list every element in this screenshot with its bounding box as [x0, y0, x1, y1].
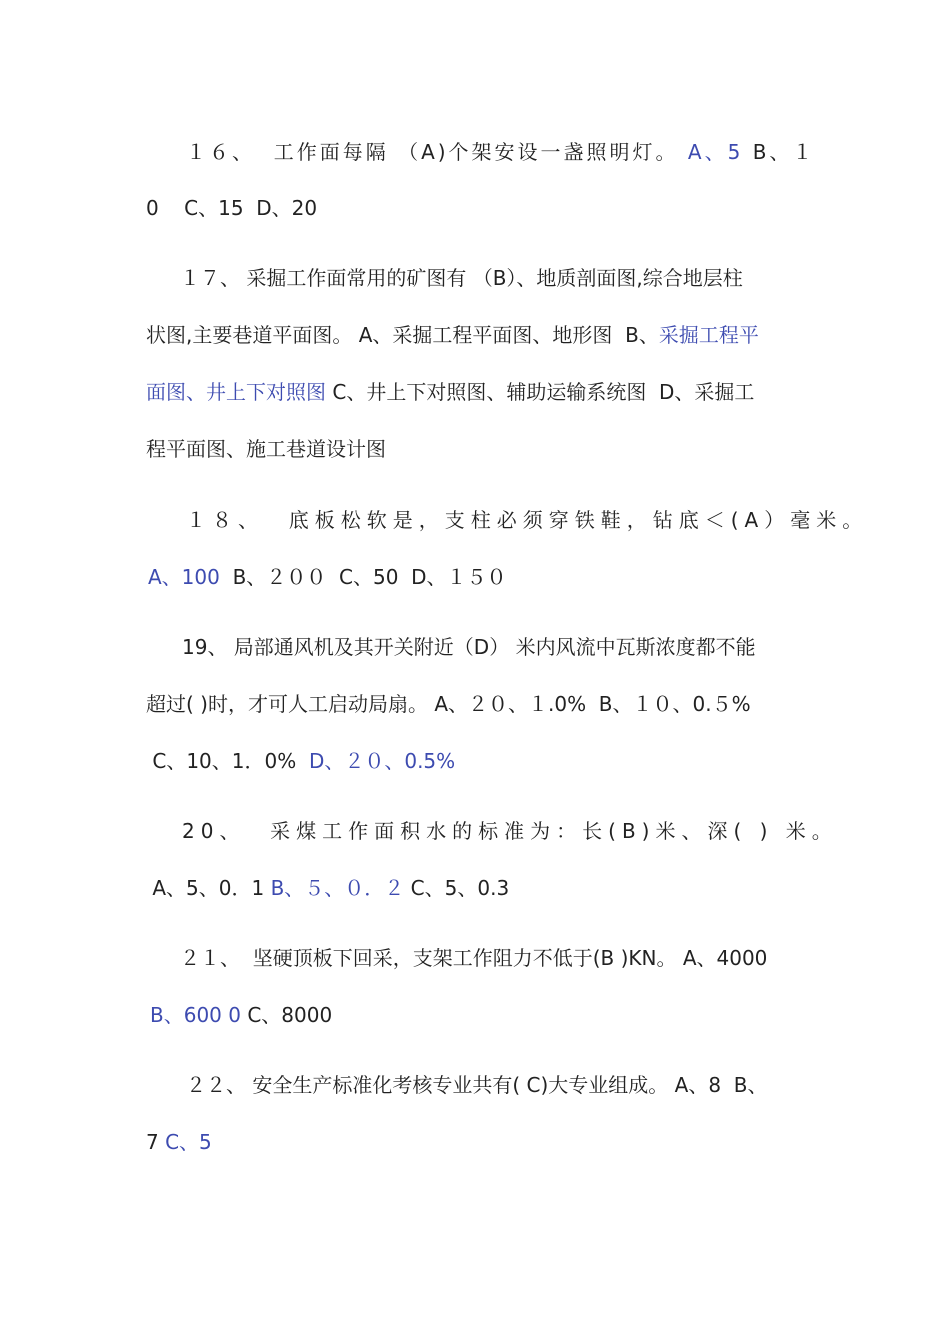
q19-text: 19、 局部通风机及其开关附近（D） 米内风流中瓦斯浓度都不能	[182, 635, 756, 659]
q17-line-2	[146, 323, 759, 347]
q16-text: B、１	[752, 140, 816, 164]
q21-text: ２１、 坚硬顶板下回采，支架工作阻力不低于(B )KN。 A、4000	[180, 946, 768, 970]
q19-line-1	[182, 635, 756, 659]
q19-line-2	[146, 692, 751, 716]
q20-answer: B、５、０．２	[270, 876, 405, 900]
q19-text: 超过( )时，才可人工启动局扇。 A、２０、１.0% B、１０、0.５%	[146, 692, 751, 716]
q17-text: 程平面图、施工巷道设计图	[146, 437, 386, 461]
q17-answer: 面图、井上下对照图	[146, 380, 326, 404]
q22-text: 7	[146, 1130, 166, 1154]
q20-text: C、5、0.3	[404, 876, 510, 900]
q18-text: B、２００ C、50 D、１５０	[226, 565, 507, 589]
q21-text: C、8000	[240, 1003, 333, 1027]
q16-text: １６、 工作面每隔 （A)个架安设一盏照明灯。	[186, 140, 688, 164]
q17-line-3	[146, 380, 754, 404]
q16-answer: A、5	[687, 140, 753, 164]
q17-text: １７、 采掘工作面常用的矿图有 （B）、地质剖面图,综合地层柱	[180, 266, 743, 290]
q17-text: C、井上下对照图、辅助运输系统图 D、采掘工	[326, 380, 755, 404]
q17-line-4	[146, 437, 386, 461]
q20-line-1	[182, 819, 838, 843]
q18-line-1	[186, 508, 868, 532]
q19-text: C、10、1．0%	[146, 749, 309, 773]
q20-text: A、5、0．1	[146, 876, 271, 900]
q21-line-1	[180, 946, 767, 970]
q21-answer: B、600 0	[150, 1003, 241, 1027]
q19-answer: D、２０、0.5%	[308, 749, 456, 773]
q19-line-3	[146, 749, 455, 773]
q20-line-2	[146, 876, 509, 900]
q17-text: 状图,主要巷道平面图。 A、采掘工程平面图、地形图 B、	[146, 323, 659, 347]
q20-text: 20、 采煤工作面积水的标准为：长(B)米、深( ) 米。	[182, 819, 838, 843]
q18-line-2	[148, 565, 507, 589]
q22-answer: C、5	[165, 1130, 212, 1154]
q16-line-1	[186, 140, 815, 164]
q18-answer: A、100	[148, 565, 227, 589]
q16-text: 0 C、15 D、20	[146, 196, 318, 220]
q22-text: ２２、 安全生产标准化考核专业共有( C)大专业组成。 A、8 B、	[186, 1073, 768, 1097]
q22-line-1	[186, 1073, 767, 1097]
q17-answer: 采掘工程平	[658, 323, 759, 347]
q21-line-2	[150, 1003, 332, 1027]
q22-line-2	[146, 1130, 212, 1154]
q17-line-1	[180, 266, 743, 290]
q18-text: １８、 底板松软是，支柱必须穿铁鞋，钻底＜(A）毫米。	[186, 508, 869, 532]
q16-line-2	[146, 196, 317, 220]
